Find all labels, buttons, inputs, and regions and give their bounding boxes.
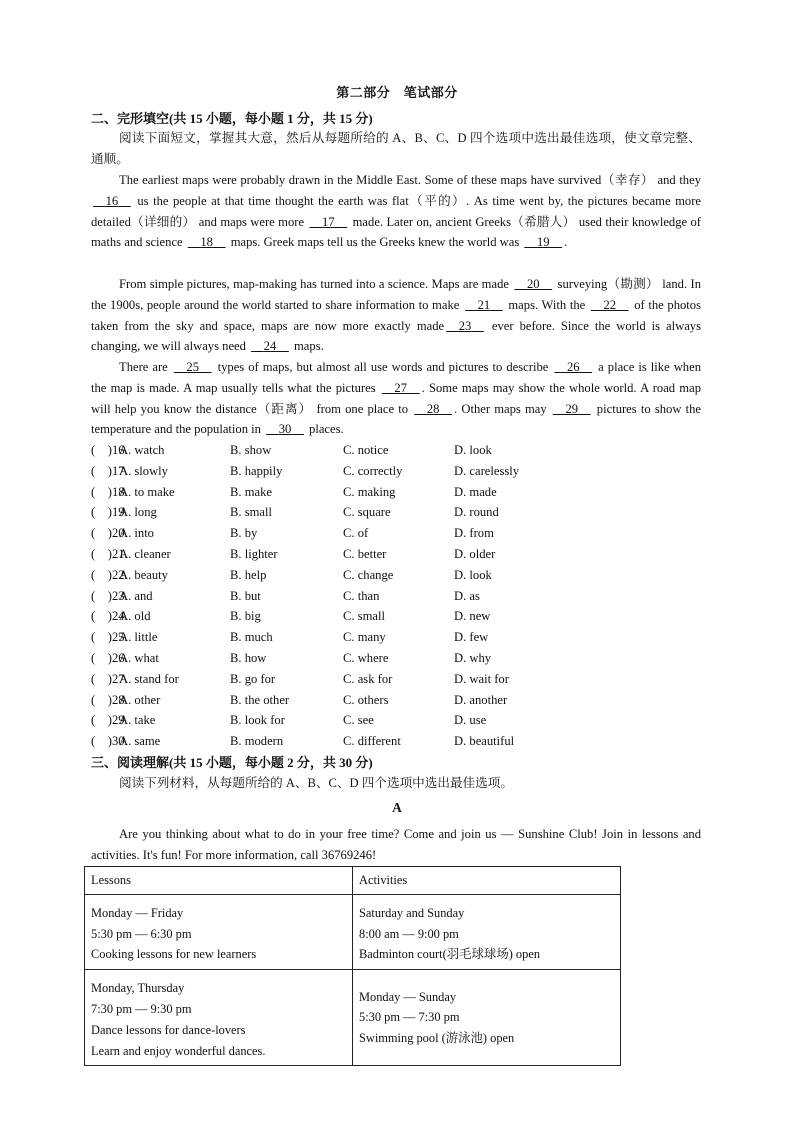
option-b: B. show <box>230 443 272 457</box>
blank-29: 29 <box>565 401 579 416</box>
question-number: ( )29. <box>91 713 128 728</box>
question-row <box>91 669 691 689</box>
option-d: D. wait for <box>454 671 509 686</box>
option-a: A. other <box>119 692 161 707</box>
blank-28: 28 <box>426 401 440 416</box>
option-c: C. change <box>343 567 394 582</box>
question-row <box>91 523 691 543</box>
question-row <box>91 586 691 606</box>
question-row <box>91 461 691 481</box>
cell-line: Cooking lessons for new learners <box>91 947 257 962</box>
option-a: A. slowly <box>119 463 168 478</box>
option-d: D. from <box>454 526 494 541</box>
question-number: ( )18. <box>91 484 128 499</box>
question-row <box>91 565 691 585</box>
text: ever before. Since the world is always changing, we will always need <box>91 318 701 354</box>
option-a: A. watch <box>119 443 165 457</box>
cell-line: Monday — Sunday <box>359 989 457 1004</box>
header-activities: Activities <box>353 867 621 895</box>
cloze-heading: 二、完形填空(共 15 小题，每小题 1 分，共 15 分) <box>91 111 373 126</box>
text: maps. Greek maps tell us the Greeks knew the world was <box>227 235 523 250</box>
option-b: B. how <box>230 651 267 665</box>
cloze-paragraph-1 <box>91 170 701 253</box>
passage-a-intro: Are you thinking about what to do in your free time? Come and join us — Sunshine Club! Join in lessons and activities. It's fun! For more information, call 36769246! <box>91 827 701 862</box>
cell-line: 5:30 pm — 7:30 pm <box>359 1010 460 1025</box>
text: types of maps, but almost all use words and pictures to describe <box>213 360 553 374</box>
blank-18: 18 <box>200 235 213 250</box>
blank-24: 24 <box>263 339 277 354</box>
question-number: ( )25. <box>91 630 128 645</box>
text: From simple pictures, map-making has turned into a science. Maps are made <box>119 277 513 291</box>
text: pictures to show the temperature and the population in <box>91 401 701 437</box>
option-d: D. another <box>454 692 508 707</box>
blank-22: 22 <box>603 297 617 312</box>
cell-line: Saturday and Sunday <box>359 905 465 920</box>
text: maps. <box>290 339 324 354</box>
blank-21: 21 <box>477 297 491 312</box>
question-number: ( )28. <box>91 692 128 707</box>
question-number: ( )22. <box>91 567 128 582</box>
option-b: B. look for <box>230 713 285 728</box>
question-number: ( )21. <box>91 547 128 561</box>
option-d: D. look <box>454 567 492 582</box>
question-row <box>91 502 691 522</box>
blank-27: 27 <box>394 380 408 395</box>
text: us the people at that time thought the earth was flat（平的）. As time went by, the pictures became more detailed（详细的） and maps were more <box>91 193 701 229</box>
question-number: ( )27. <box>91 671 128 686</box>
question-row <box>91 606 691 626</box>
option-d: D. round <box>454 505 499 520</box>
option-c: C. where <box>343 651 389 665</box>
text: . Some maps may show the whole world. A road map will help you know the distance（距离） from one place to <box>91 380 701 416</box>
blank-30: 30 <box>278 422 292 437</box>
option-c: C. others <box>343 692 389 707</box>
option-d: D. carelessly <box>454 463 520 478</box>
blank-17: 17 <box>322 214 335 229</box>
cell-line: 5:30 pm — 6:30 pm <box>91 926 192 941</box>
option-a: A. stand for <box>119 671 179 686</box>
option-a: A. to make <box>119 484 175 499</box>
option-d: D. older <box>454 547 496 561</box>
option-d: D. beautiful <box>454 734 515 749</box>
cloze-paragraph-2 <box>91 274 701 357</box>
option-c: C. of <box>343 526 369 541</box>
option-b: B. make <box>230 484 272 499</box>
text: . Other maps may <box>454 401 551 416</box>
question-row <box>91 690 691 710</box>
option-b: B. modern <box>230 734 284 749</box>
option-c: C. small <box>343 609 385 624</box>
option-b: B. go for <box>230 671 276 686</box>
option-c: C. ask for <box>343 671 393 686</box>
cell-line: Dance lessons for dance-lovers <box>91 1022 246 1037</box>
header-lessons: Lessons <box>85 867 353 895</box>
option-d: D. why <box>454 651 492 665</box>
option-a: A. long <box>119 505 157 520</box>
question-row <box>91 731 691 751</box>
question-number: ( )30. <box>91 734 128 749</box>
option-a: A. cleaner <box>119 547 171 561</box>
option-b: B. the other <box>230 692 290 707</box>
part-title: 第二部分 笔试部分 <box>336 85 458 100</box>
option-c: C. different <box>343 734 401 749</box>
option-a: A. same <box>119 734 161 749</box>
cell-line: 7:30 pm — 9:30 pm <box>91 1001 192 1016</box>
blank-23: 23 <box>458 318 472 333</box>
option-c: C. many <box>343 630 386 645</box>
option-c: C. better <box>343 547 387 561</box>
option-b: B. much <box>230 630 273 645</box>
question-row <box>91 440 691 460</box>
reading-instruction: 阅读下列材料，从每题所给的 A、B、C、D 四个选项中选出最佳选项。 <box>119 776 513 790</box>
text: The earliest maps were probably drawn in the Middle East. Some of these maps have survived（幸存） and they <box>119 173 701 187</box>
table-header-row <box>85 867 621 895</box>
option-a: A. what <box>119 651 159 665</box>
section-a-title: A <box>392 800 402 815</box>
cell-line: Swimming pool (游泳池) open <box>359 1031 515 1046</box>
reading-heading: 三、阅读理解(共 15 小题，每小题 2 分，共 30 分) <box>91 755 373 770</box>
option-a: A. beauty <box>119 567 168 582</box>
lessons-cell <box>85 894 353 969</box>
text: a place is like when the map is made. A map usually tells what the pictures <box>91 360 701 395</box>
question-row <box>91 544 691 564</box>
option-a: A. into <box>119 526 154 541</box>
blank-26: 26 <box>566 360 580 374</box>
question-number: ( )20. <box>91 526 128 541</box>
option-a: A. old <box>119 609 151 624</box>
lessons-cell <box>85 970 353 1066</box>
question-row <box>91 482 691 502</box>
option-c: C. correctly <box>343 463 403 478</box>
text: There are <box>119 360 172 374</box>
blank-19: 19 <box>536 235 550 250</box>
option-b: B. help <box>230 567 267 582</box>
blank-16: 16 <box>105 193 119 208</box>
option-c: C. see <box>343 713 374 728</box>
question-number: ( )23. <box>91 588 128 603</box>
question-number: ( )19. <box>91 505 128 520</box>
option-d: D. as <box>454 588 480 603</box>
question-row <box>91 627 691 647</box>
activities-cell <box>353 970 621 1066</box>
activities-cell <box>353 894 621 969</box>
option-d: D. few <box>454 630 489 645</box>
text: . <box>564 235 568 250</box>
question-number: ( )24. <box>91 609 128 624</box>
cell-line: Monday — Friday <box>91 905 184 920</box>
option-a: A. take <box>119 713 156 728</box>
table-row <box>85 970 621 1066</box>
option-b: B. small <box>230 505 272 520</box>
option-c: C. notice <box>343 443 389 457</box>
cell-line: Monday, Thursday <box>91 981 185 996</box>
option-b: B. lighter <box>230 547 278 561</box>
option-d: D. new <box>454 609 491 624</box>
option-d: D. look <box>454 443 492 457</box>
table-row <box>85 894 621 969</box>
question-row <box>91 648 691 668</box>
text: surveying（勘测） land. In the 1900s, people around the world started to share information to make <box>91 277 702 312</box>
text: maps. With the <box>504 297 589 312</box>
option-b: B. by <box>230 526 258 541</box>
text: made. Later on, ancient Greeks（希腊人） used their knowledge of maths and science <box>91 214 701 250</box>
option-a: A. and <box>119 588 153 603</box>
text: of the photos taken from the sky and space, maps are now more exactly made <box>91 297 701 333</box>
option-b: B. but <box>230 588 261 603</box>
cell-line: Learn and enjoy wonderful dances. <box>91 1043 266 1058</box>
option-a: A. little <box>119 630 158 645</box>
question-number: ( )17. <box>91 463 128 478</box>
text: places. <box>305 422 344 437</box>
option-c: C. than <box>343 588 380 603</box>
club-schedule-table <box>84 866 621 1066</box>
option-c: C. making <box>343 484 396 499</box>
cloze-instruction: 阅读下面短文，掌握其大意，然后从每题所给的 A、B、C、D 四个选项中选出最佳选项，使文章完整、通顺。 <box>91 131 701 166</box>
option-b: B. happily <box>230 463 283 478</box>
option-d: D. made <box>454 484 497 499</box>
question-row <box>91 710 691 730</box>
question-number: ( )26. <box>91 651 128 665</box>
blank-25: 25 <box>186 360 199 374</box>
cell-line: 8:00 am — 9:00 pm <box>359 926 459 941</box>
cell-line: Badminton court(羽毛球球场) open <box>359 947 541 962</box>
option-d: D. use <box>454 713 487 728</box>
cloze-paragraph-3 <box>91 357 701 440</box>
question-number: ( )16. <box>91 443 128 457</box>
blank-20: 20 <box>526 277 540 291</box>
option-c: C. square <box>343 505 391 520</box>
option-b: B. big <box>230 609 261 624</box>
